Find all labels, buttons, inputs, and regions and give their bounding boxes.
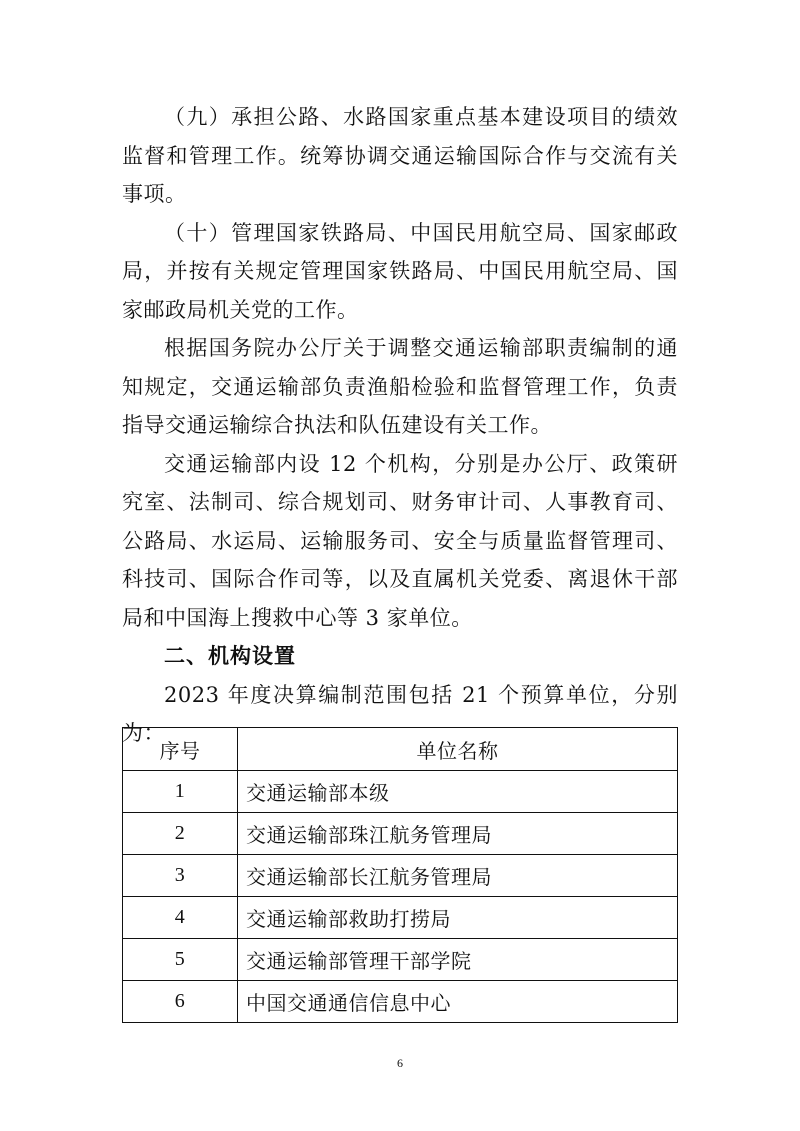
body-text [122, 98, 678, 753]
row-number: 6 [123, 981, 238, 1023]
table-row [123, 939, 678, 981]
row-unit-name: 交通运输部救助打捞局 [238, 897, 678, 939]
paragraph-internal-organs: 交通运输部内设 12 个机构，分别是办公厅、政策研究室、法制司、综合规划司、财务审计司、人事教育司、公路局、水运局、运输服务司、安全与质量监督管理司、科技司、国际合作司等，以及直属机关党委、离退休干部局和中国海上搜救中心等 3 家单位。 [122, 451, 678, 630]
table-header-row [123, 728, 678, 771]
paragraph-state-council-notice: 根据国务院办公厅关于调整交通运输部职责编制的通知规定，交通运输部负责渔船检验和监督管理工作，负责指导交通运输综合执法和队伍建设有关工作。 [122, 336, 678, 437]
page-number: 6 [397, 1056, 403, 1070]
row-number: 1 [123, 771, 238, 813]
row-unit-name: 交通运输部管理干部学院 [238, 939, 678, 981]
row-unit-name: 交通运输部本级 [238, 771, 678, 813]
row-number: 4 [123, 897, 238, 939]
paragraph-budget-scope: 2023 年度决算编制范围包括 21 个预算单位，分别为： [122, 682, 678, 745]
table-row [123, 813, 678, 855]
table-row [123, 897, 678, 939]
column-header-unit-name: 单位名称 [238, 728, 678, 771]
row-unit-name: 中国交通通信信息中心 [238, 981, 678, 1023]
section-heading: 二、机构设置 [164, 644, 296, 668]
column-header-number: 序号 [123, 728, 238, 771]
row-number: 3 [123, 855, 238, 897]
table-row [123, 771, 678, 813]
row-unit-name: 交通运输部长江航务管理局 [238, 855, 678, 897]
row-number: 2 [123, 813, 238, 855]
table-row [123, 855, 678, 897]
table-row [123, 981, 678, 1023]
row-number: 5 [123, 939, 238, 981]
paragraph-item-9: （九）承担公路、水路国家重点基本建设项目的绩效监督和管理工作。统筹协调交通运输国际合作与交流有关事项。 [122, 105, 678, 206]
row-unit-name: 交通运输部珠江航务管理局 [238, 813, 678, 855]
budget-units-table [122, 727, 678, 1023]
paragraph-item-10: （十）管理国家铁路局、中国民用航空局、国家邮政局，并按有关规定管理国家铁路局、中国民用航空局、国家邮政局机关党的工作。 [122, 220, 678, 322]
